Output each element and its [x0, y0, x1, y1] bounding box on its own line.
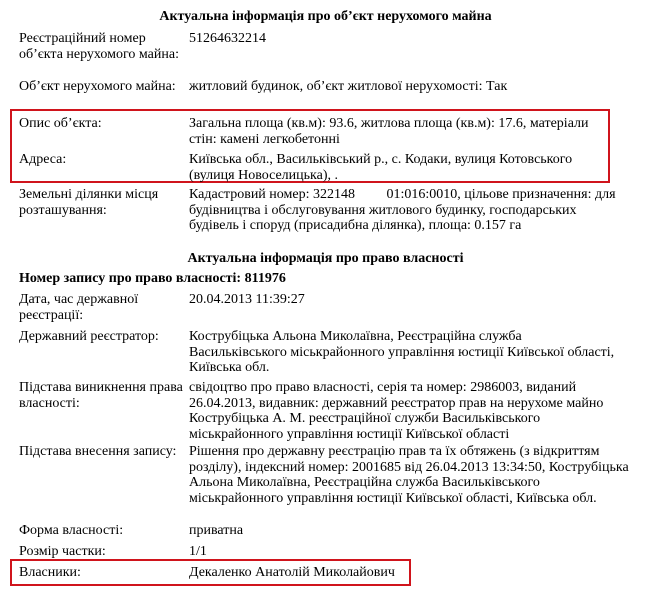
label-registration-number: Реєстраційний номер об’єкта нерухомого майна:	[19, 31, 179, 62]
record-number-label: Номер запису про право власності: 811976	[19, 271, 286, 286]
label-registration-date: Дата, час державної реєстрації:	[19, 292, 139, 323]
value-land-plots: Кадастровий номер: 322148 01:016:0010, цільове призначення: для будівництва і обслуговування житлового будинку, господарських будівель і споруд (присадибна ділянка), площа: 0.157 га	[189, 187, 620, 233]
value-description: Загальна площа (кв.м): 93.6, житлова площа (кв.м): 17.6, матеріали стін: камені легкобетонні	[189, 116, 589, 147]
label-share-size: Розмір частки:	[19, 544, 106, 559]
rights-section-title: Актуальна інформація про право власності	[187, 251, 464, 266]
label-object: Об’єкт нерухомого майна:	[19, 79, 176, 94]
label-land-plots: Земельні ділянки місця розташування:	[19, 187, 159, 218]
value-registrar: Кострубіцька Альона Миколаївна, Реєстраційна служба Васильківського міськрайонного управління юстиції Київської області, Київська обл.	[189, 329, 615, 375]
label-address: Адреса:	[19, 152, 67, 167]
object-section-title: Актуальна інформація про об’єкт нерухомого майна	[159, 9, 492, 24]
value-ownership-basis: свідоцтво про право власності, серія та номер: 2986003, виданий 26.04.2013, видавник: державний реєстратор прав на нерухоме майно Кострубіцька А. М. реєстраційної служби Васильківського міськрайонного управління юстиції Київської області	[189, 380, 604, 442]
value-owners: Декаленко Анатолій Миколайович	[189, 565, 395, 580]
value-address: Київська обл., Васильківський р., с. Кодаки, вулиця Котовського (вулиця Новоселицька), .	[189, 152, 573, 183]
label-ownership-form: Форма власності:	[19, 523, 124, 538]
value-share-size: 1/1	[189, 544, 207, 559]
label-owners: Власники:	[19, 565, 81, 580]
value-entry-basis: Рішення про державну реєстрацію прав та їх обтяжень (з відкриттям розділу), індексний номер: 2001685 від 26.04.2013 13:34:50, Кострубіцька Альона Миколаївна, Реєстраційна служба Васильківського міськрайонного управління юстиції Київської області, Київська обл.	[189, 444, 629, 506]
value-ownership-form: приватна	[189, 523, 244, 538]
value-object: житловий будинок, об’єкт житлової нерухомості: Так	[189, 79, 508, 94]
value-registration-number: 51264632214	[189, 31, 266, 46]
value-registration-date: 20.04.2013 11:39:27	[189, 292, 305, 307]
label-entry-basis: Підстава внесення запису:	[19, 444, 177, 459]
label-registrar: Державний реєстратор:	[19, 329, 159, 344]
label-description: Опис об’єкта:	[19, 116, 102, 131]
label-ownership-basis: Підстава виникнення права власності:	[19, 380, 183, 411]
